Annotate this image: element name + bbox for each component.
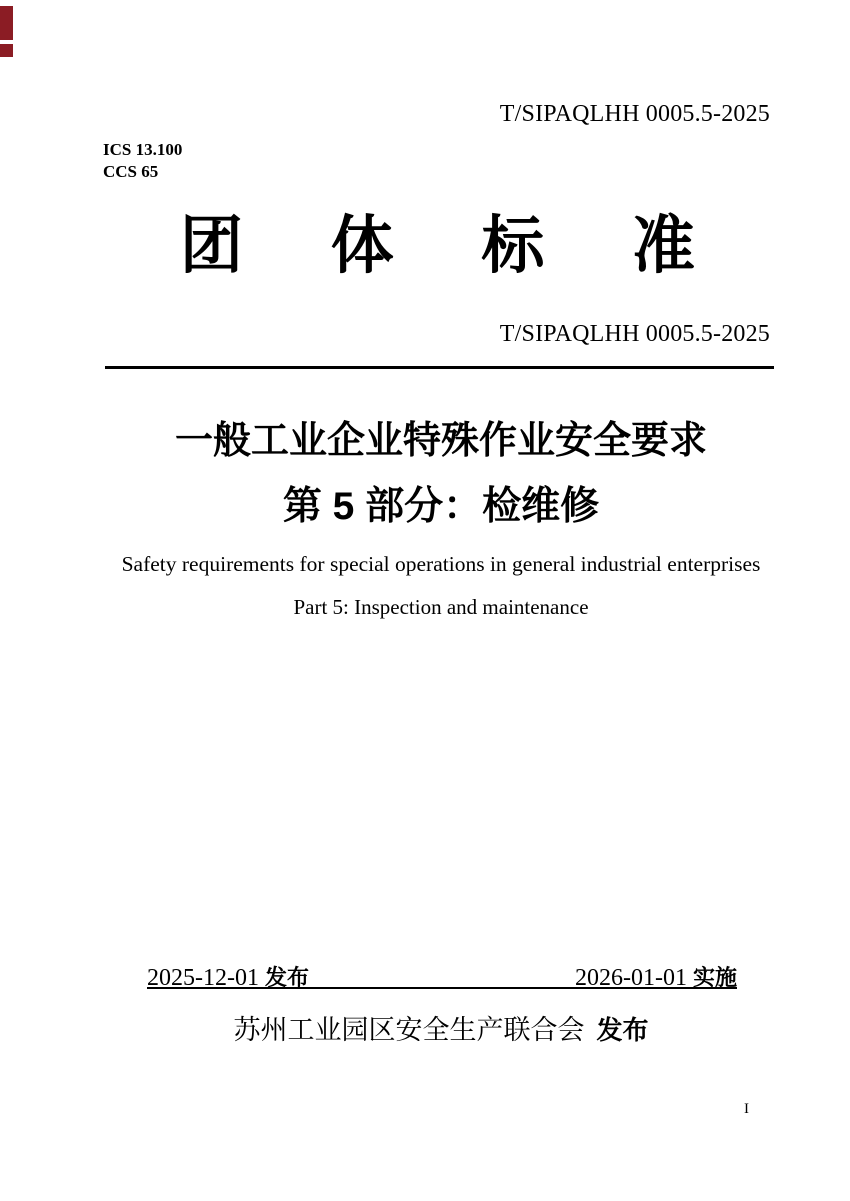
- page-number: I: [744, 1101, 749, 1117]
- standard-number-mid: T/SIPAQLHH 0005.5-2025: [499, 321, 770, 347]
- standard-number-top: T/SIPAQLHH 0005.5-2025: [499, 101, 770, 127]
- publisher-name: 苏州工业园区安全生产联合会: [233, 1015, 585, 1045]
- implement-date: 2026-01-01: [575, 965, 687, 991]
- issue-date-group: [147, 961, 309, 992]
- title-english-line1: Safety requirements for special operations in general industrial enterprises: [121, 552, 761, 576]
- ccs-code: CCS 65: [103, 162, 159, 181]
- issue-date: 2025-12-01: [147, 965, 259, 991]
- ics-code: ICS 13.100: [103, 140, 183, 159]
- banner-char: 体: [330, 211, 394, 281]
- title-chinese-line2: 第 5 部分：检维修: [282, 485, 600, 528]
- publisher-action-label: 发布: [596, 1015, 649, 1045]
- banner-char: 标: [481, 211, 545, 281]
- implement-date-group: [575, 961, 737, 992]
- implement-label: 实施: [692, 965, 737, 990]
- banner-char: 团: [180, 211, 243, 281]
- horizontal-rule: [105, 366, 774, 369]
- banner-char: 准: [631, 211, 695, 281]
- left-edge-red-mark-small: [0, 44, 13, 57]
- publisher-row: [101, 1008, 781, 1047]
- issue-implement-row: [147, 961, 737, 989]
- left-edge-red-mark: [0, 6, 13, 40]
- title-english-line2: Part 5: Inspection and maintenance: [293, 595, 589, 619]
- title-chinese-line1: 一般工业企业特殊作业安全要求: [174, 420, 707, 462]
- standard-type-banner: [180, 211, 695, 281]
- issue-label: 发布: [264, 965, 309, 990]
- classification-codes: [103, 139, 182, 183]
